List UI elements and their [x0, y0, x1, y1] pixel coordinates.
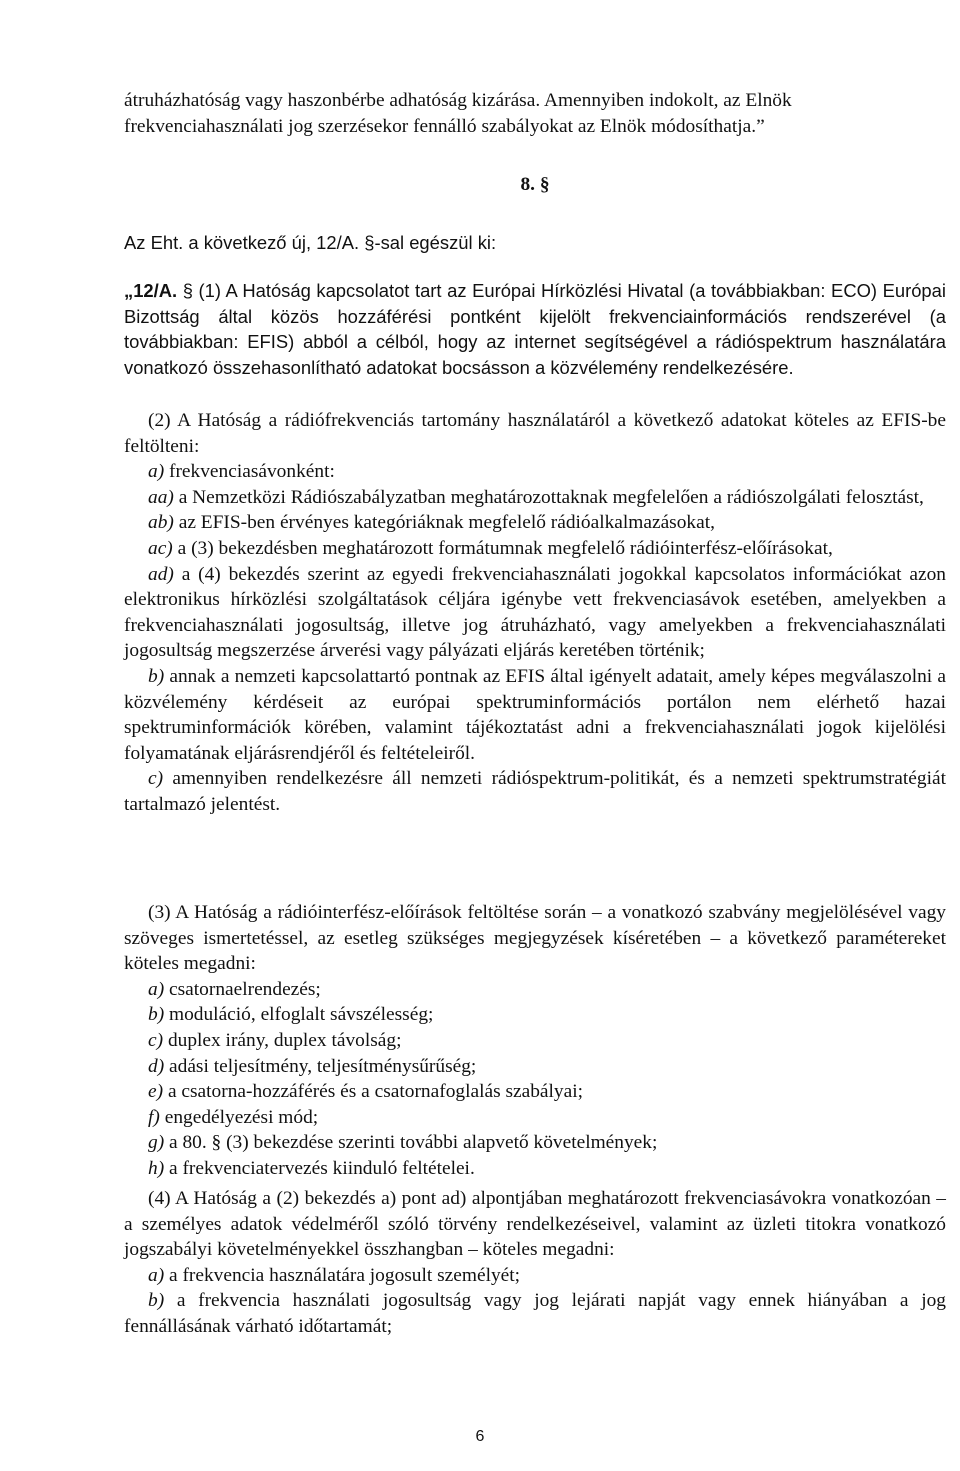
- point-b-label: b): [148, 665, 165, 687]
- list-item: [124, 1156, 946, 1182]
- section-3: [124, 900, 946, 1182]
- list-item-label: h): [148, 1157, 165, 1179]
- list-item: [124, 1054, 946, 1080]
- list-item-text: a frekvenciatervezés kiinduló feltételei.: [169, 1157, 475, 1179]
- page-number: 6: [475, 1428, 485, 1445]
- point-a-text: frekvenciasávonként:: [169, 461, 335, 483]
- list-item-text: adási teljesítmény, teljesítménysűrűség;: [169, 1055, 477, 1077]
- point-aa: [124, 485, 946, 511]
- point-ad-label: ad): [148, 563, 174, 585]
- section-mark: „12/A.: [124, 280, 178, 301]
- point-ac-text: a (3) bekezdésben meghatározott formátumnak megfelelő rádióinterfész-előírásokat,: [177, 537, 833, 559]
- point-ad-text: a (4) bekezdés szerint az egyedi frekvenciahasználati jogokkal kapcsolatos információkat azon elektronikus hírközlési szolgáltatások céljára igénybe vett frekvenciasávok esetében, amelyekben a frekvenciahasználati jogosultság, illetve jog átruházható, vagy amelyekben a frekvenciahasználati jogosultság megszerzése árverési vagy pályázati eljárás keretében történik;: [124, 563, 946, 662]
- point-a: [124, 459, 946, 485]
- point-ad: [124, 562, 946, 664]
- point-c-text: amennyiben rendelkezésre áll nemzeti rádióspektrum-politikát, és a nemzeti spektrumstratégiát tartalmazó jelentést.: [124, 768, 946, 815]
- list-item: [124, 1288, 946, 1339]
- list-item: [124, 1263, 946, 1289]
- point-b-text: annak a nemzeti kapcsolattartó pontnak az EFIS által igényelt adatait, amely képes megválaszolni a közvélemény kérdéseit az európai spektruminformációs portálon nem elérhető hazai spektruminformációk körében, valamint tájékoztatást adni a frekvenciahasználati jogok kijelölési folyamatának eljárásrendjéről és feltételeiről.: [124, 665, 946, 764]
- point-ab-text: az EFIS-ben érvényes kategóriáknak megfelelő rádióalkalmazásokat,: [178, 512, 715, 534]
- carryover-line-2: frekvenciahasználati jog szerzésekor fennálló szabályokat az Elnök módosíthatja.”: [124, 115, 765, 137]
- list-item-text: engedélyezési mód;: [164, 1106, 319, 1128]
- list-item: [124, 1079, 946, 1105]
- list-item: [124, 1105, 946, 1131]
- list-item-text: a frekvencia használatára jogosult személyét;: [169, 1264, 521, 1286]
- list-item-text: csatornaelrendezés;: [169, 978, 321, 1000]
- list-item-label: f): [148, 1106, 160, 1128]
- parameter-list: [124, 977, 946, 1182]
- section-heading: 8. §: [520, 174, 550, 195]
- paragraph-1: [124, 278, 946, 380]
- list-item-label: a): [148, 1264, 165, 1286]
- list-item-text: a csatorna-hozzáférés és a csatornafoglalás szabályai;: [167, 1081, 583, 1103]
- section-1: [124, 278, 946, 380]
- point-aa-label: aa): [148, 486, 174, 508]
- point-c-label: c): [148, 768, 164, 790]
- list-item-label: a): [148, 978, 165, 1000]
- list-item-text: duplex irány, duplex távolság;: [167, 1029, 402, 1051]
- carryover-line-1: átruházhatóság vagy haszonbérbe adhatóság kizárása. Amennyiben indokolt, az Elnök: [124, 90, 792, 111]
- paragraph-3-lead: (3) A Hatóság a rádióinterfész-előírások feltöltése során – a vonatkozó szabvány megjelölésével vagy szöveges ismertetéssel, az esetleg szükséges megjegyzések kíséretében – a következő paramétereket köteles megadni:: [124, 902, 946, 975]
- list-item-label: b): [148, 1290, 165, 1312]
- point-ab: [124, 510, 946, 536]
- list-item: [124, 1002, 946, 1028]
- list-item: [124, 977, 946, 1003]
- list-item-text: a 80. § (3) bekezdése szerinti további alapvető követelmények;: [169, 1132, 658, 1154]
- intro-block: [124, 230, 946, 256]
- list-item-text: a frekvencia használati jogosultság vagy jog lejárati napját vagy ennek hiányában a jog fennállásának várható időtartamát;: [124, 1290, 946, 1337]
- list-item-label: c): [148, 1029, 164, 1051]
- paragraph-2-lead: (2) A Hatóság a rádiófrekvenciás tartomány használatáról a következő adatokat köteles az EFIS-be feltölteni:: [124, 410, 946, 457]
- point-c: [124, 766, 946, 817]
- list-item: [124, 1028, 946, 1054]
- intro-text: Az Eht. a következő új, 12/A. §-sal egészül ki:: [124, 232, 497, 253]
- point-ab-label: ab): [148, 512, 174, 534]
- point-a-label: a): [148, 461, 165, 483]
- section-2: [124, 408, 946, 818]
- point-b: [124, 664, 946, 766]
- list-item-label: d): [148, 1055, 165, 1077]
- paragraph-1-text: § (1) A Hatóság kapcsolatot tart az Európai Hírközlési Hivatal (a továbbiakban: ECO) Európai Bizottság által közös hozzáférési pontként kijelölt frekvenciainformációs rendszerével (a továbbiakban: EFIS) abból a célból, hogy az internet segítségével a rádióspektrum használatára vonatkozó összehasonlítható adatokat bocsásson a közvélemény rendelkezésére.: [124, 280, 946, 378]
- section-4: [124, 1186, 946, 1340]
- list-item-text: moduláció, elfoglalt sávszélesség;: [169, 1004, 434, 1026]
- list-item: [124, 1130, 946, 1156]
- list-item-label: e): [148, 1081, 164, 1103]
- list-item-label: b): [148, 1004, 165, 1026]
- carryover-paragraph: [124, 88, 946, 139]
- list-item-label: g): [148, 1132, 165, 1154]
- point-ac: [124, 536, 946, 562]
- section-heading-block: [124, 172, 946, 198]
- paragraph-4-lead: (4) A Hatóság a (2) bekezdés a) pont ad) alpontjában meghatározott frekvenciasávokra vonatkozóan – a személyes adatok védelméről szóló törvény rendelkezéseivel, valamint az üzleti titokra vonatkozó jogszabályi követelményekkel összhangban – köteles megadni:: [124, 1188, 946, 1261]
- point-aa-text: a Nemzetközi Rádiószabályzatban meghatározottaknak megfelelően a rádiószolgálati felosztást,: [178, 486, 924, 508]
- point-ac-label: ac): [148, 537, 173, 559]
- disclosure-list: [124, 1263, 946, 1340]
